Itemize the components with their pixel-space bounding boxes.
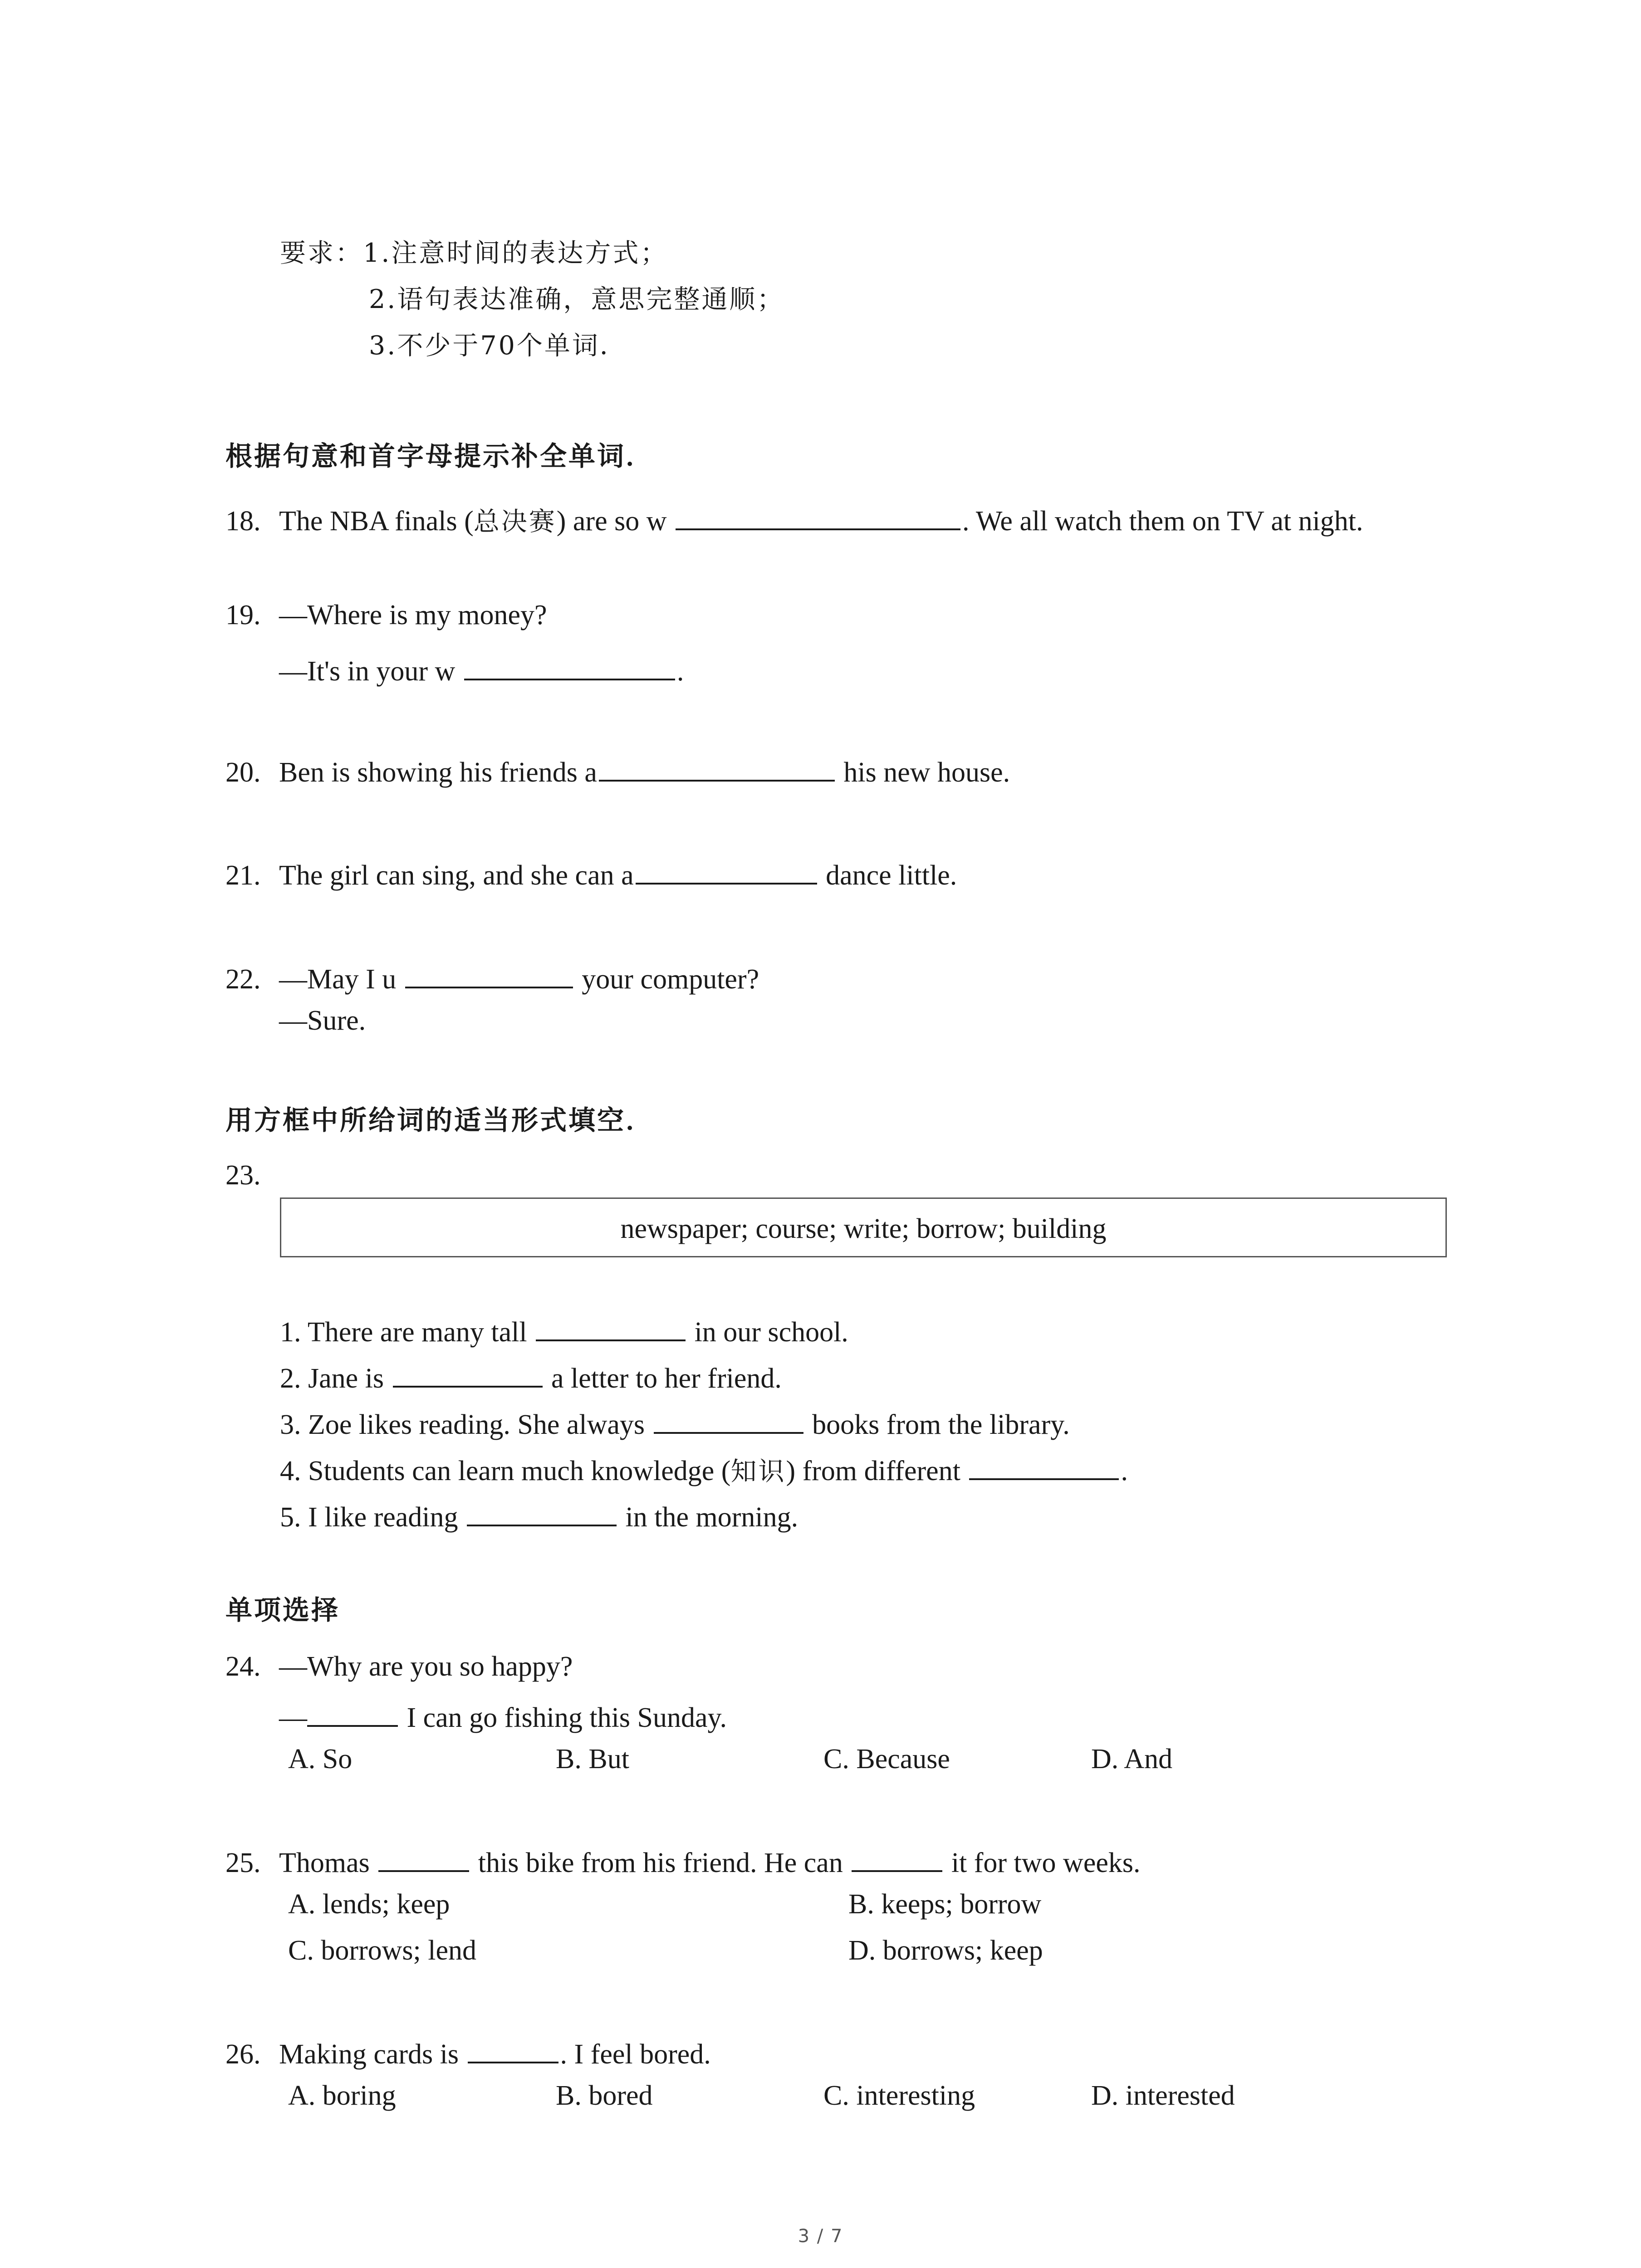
requirement-item: 3.不少于70个单词． — [369, 331, 627, 361]
answer-blank[interactable] — [307, 1699, 398, 1727]
item-text: in the morning. — [625, 1502, 798, 1533]
question-number: 21. — [225, 860, 261, 891]
option-c[interactable]: C. borrows; lend — [288, 1935, 477, 1966]
question-text: I can go fishing this Sunday. — [407, 1702, 727, 1733]
question-text: —It's in your w — [279, 656, 456, 687]
question-text: . I feel bored. — [560, 2039, 711, 2070]
section-heading: 根据句意和首字母提示补全单词． — [225, 440, 655, 472]
option-d[interactable]: D. borrows; keep — [848, 1935, 1043, 1966]
question-number: 19. — [225, 600, 261, 631]
answer-blank[interactable] — [654, 1406, 803, 1434]
item-text: 1. There are many tall — [280, 1317, 527, 1348]
question-25 — [225, 1844, 1141, 1877]
question-text: — — [279, 1702, 307, 1733]
option-c[interactable]: C. Because — [823, 1744, 950, 1774]
question-text: this bike from his friend. He can — [478, 1848, 843, 1878]
option-c[interactable]: C. interesting — [823, 2080, 975, 2111]
option-b[interactable]: B. keeps; borrow — [848, 1889, 1042, 1920]
question-26 — [225, 2035, 711, 2068]
item-text: books from the library. — [812, 1409, 1070, 1440]
question-number: 22. — [225, 964, 261, 995]
question-19-answer-line — [279, 652, 684, 685]
answer-blank[interactable] — [969, 1452, 1119, 1480]
answer-blank[interactable] — [636, 856, 817, 885]
answer-blank[interactable] — [536, 1313, 686, 1341]
option-a[interactable]: A. boring — [288, 2080, 396, 2111]
question-text: Ben is showing his friends a — [279, 757, 597, 788]
question-number: 20. — [225, 757, 261, 788]
chinese-gloss: 知识 — [730, 1457, 786, 1486]
option-b[interactable]: B. But — [556, 1744, 629, 1774]
question-21 — [225, 856, 957, 890]
requirements-label: 要求： — [280, 238, 363, 268]
question-text: ) are so w — [556, 506, 667, 537]
requirement-item: 1.注意时间的表达方式； — [363, 238, 668, 268]
option-b[interactable]: B. bored — [556, 2080, 653, 2111]
option-a[interactable]: A. lends; keep — [288, 1889, 450, 1920]
question-22-reply: —Sure. — [279, 1005, 366, 1036]
question-number: 23. — [225, 1160, 261, 1191]
item-text: ) from different — [786, 1456, 960, 1486]
question-text: it for two weeks. — [951, 1848, 1141, 1878]
item-text: 2. Jane is — [280, 1363, 384, 1394]
question-text: The girl can sing, and she can a — [279, 860, 634, 891]
question-24-line2 — [279, 1699, 727, 1732]
answer-blank[interactable] — [467, 1498, 617, 1526]
question-number: 25. — [225, 1848, 261, 1878]
question-18 — [225, 502, 1363, 535]
section-heading: 单项选择 — [225, 1594, 340, 1626]
question-text: . — [676, 656, 684, 687]
answer-blank[interactable] — [676, 502, 960, 530]
question-24 — [225, 1652, 573, 1681]
item-text: in our school. — [694, 1317, 848, 1348]
fill-item — [280, 1313, 848, 1346]
answer-blank[interactable] — [852, 1844, 942, 1872]
item-text: 5. I like reading — [280, 1502, 458, 1533]
requirements — [280, 240, 668, 266]
question-text: The NBA finals ( — [279, 506, 474, 537]
question-text: his new house. — [843, 757, 1010, 788]
answer-blank[interactable] — [405, 960, 573, 988]
question-text: your computer? — [582, 964, 759, 995]
question-20 — [225, 753, 1010, 787]
item-text: . — [1121, 1456, 1128, 1486]
item-text: a letter to her friend. — [551, 1363, 782, 1394]
chinese-gloss: 总决赛 — [473, 507, 557, 537]
question-text: —Why are you so happy? — [279, 1651, 573, 1682]
option-a[interactable]: A. So — [288, 1744, 353, 1774]
question-text: Thomas — [279, 1848, 370, 1878]
requirement-item: 2.语句表达准确，意思完整通顺； — [369, 284, 785, 314]
page-number: 3 / 7 — [798, 2226, 843, 2247]
question-text: Making cards is — [279, 2039, 459, 2070]
option-d[interactable]: D. And — [1091, 1744, 1173, 1774]
option-d[interactable]: D. interested — [1091, 2080, 1235, 2111]
question-text: —Where is my money? — [279, 600, 547, 631]
answer-blank[interactable] — [393, 1359, 543, 1388]
section-heading: 用方框中所给词的适当形式填空． — [225, 1105, 655, 1136]
question-number: 26. — [225, 2039, 261, 2070]
fill-item — [280, 1498, 798, 1531]
answer-blank[interactable] — [378, 1844, 469, 1872]
word-box: newspaper; course; write; borrow; building — [280, 1198, 1447, 1257]
fill-item — [280, 1406, 1070, 1439]
question-19 — [225, 601, 547, 629]
fill-item — [280, 1452, 1128, 1485]
fill-item — [280, 1359, 782, 1393]
item-text: 4. Students can learn much knowledge ( — [280, 1456, 731, 1486]
question-text: —May I u — [279, 964, 397, 995]
question-text: . We all watch them on TV at night. — [962, 506, 1363, 537]
question-number: 24. — [225, 1651, 261, 1682]
question-text: dance little. — [826, 860, 957, 891]
answer-blank[interactable] — [464, 652, 675, 680]
item-text: 3. Zoe likes reading. She always — [280, 1409, 645, 1440]
question-22 — [225, 960, 759, 993]
answer-blank[interactable] — [468, 2035, 558, 2063]
answer-blank[interactable] — [599, 753, 835, 782]
question-number: 18. — [225, 506, 261, 537]
